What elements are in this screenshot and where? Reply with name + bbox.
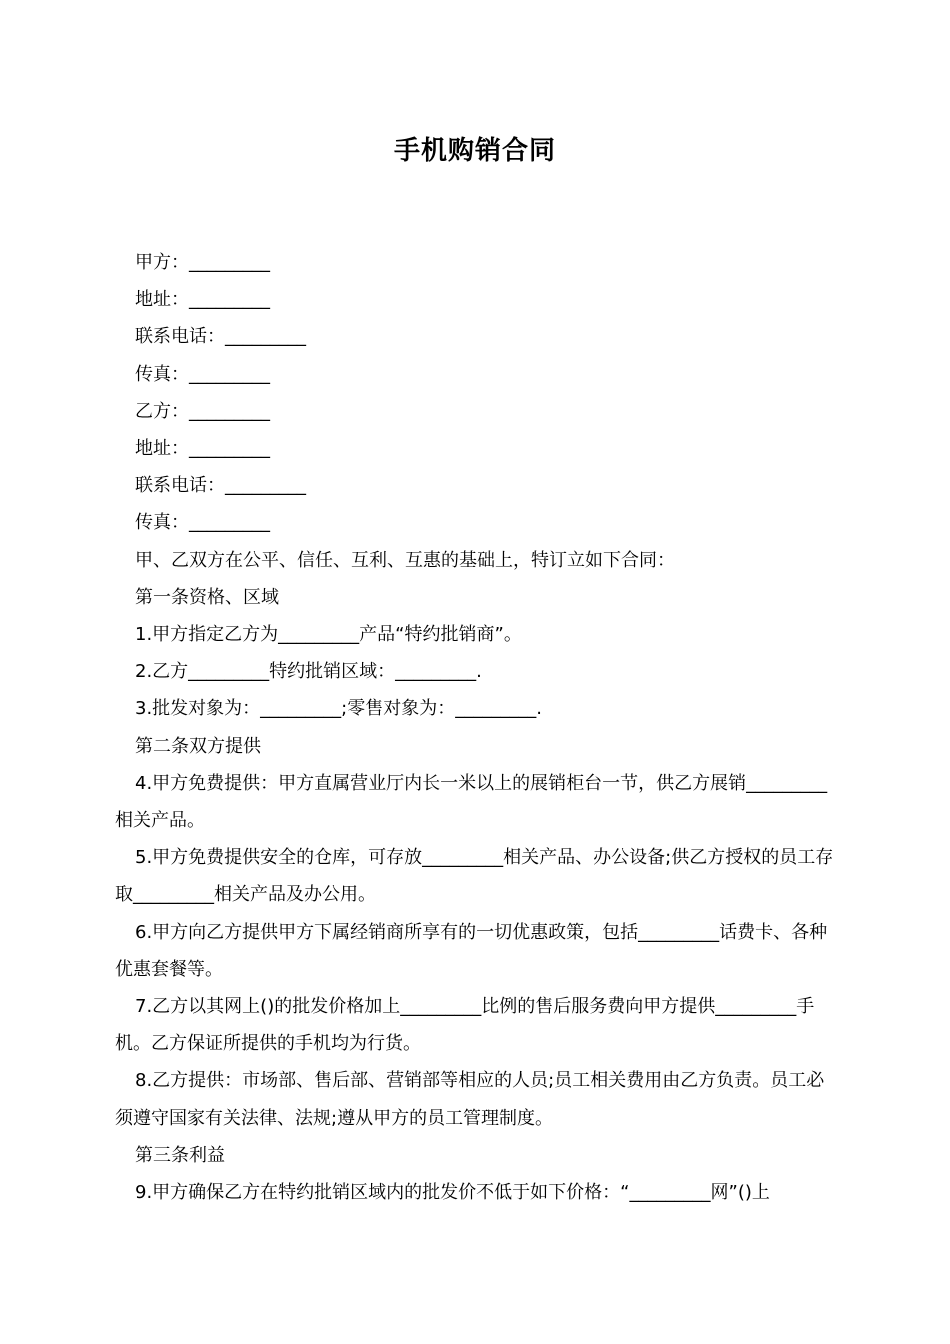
article-3-heading: 第三条利益 xyxy=(135,1144,225,1166)
party-b-name: 乙方：_________ xyxy=(135,400,270,422)
party-a-fax: 传真：_________ xyxy=(135,363,270,385)
clause-3: 3.批发对象为：_________;零售对象为：_________. xyxy=(135,698,542,720)
party-a-phone: 联系电话：_________ xyxy=(135,326,306,348)
article-1-heading: 第一条资格、区域 xyxy=(135,586,279,608)
clause-2: 2.乙方_________特约批销区域：_________. xyxy=(135,661,482,683)
clause-8: 8.乙方提供：市场部、售后部、营销部等相应的人员;员工相关费用由乙方负责。员工必须遵守国家有关法律、法规;遵从甲方的员工管理制度。 xyxy=(115,1070,825,1129)
party-a-name: 甲方：_________ xyxy=(135,252,270,273)
clause-7: 7.乙方以其网上()的批发价格加上_________比例的售后服务费向甲方提供_________手机。乙方保证所提供的手机均为行货。 xyxy=(115,996,815,1055)
party-b-fax: 传真：_________ xyxy=(135,512,270,534)
party-b-address: 地址：_________ xyxy=(135,438,270,460)
party-b-phone: 联系电话：_________ xyxy=(135,475,306,497)
clause-6: 6.甲方向乙方提供甲方下属经销商所享有的一切优惠政策，包括_________话费卡、各种优惠套餐等。 xyxy=(115,921,828,980)
clause-4: 4.甲方免费提供：甲方直属营业厅内长一米以上的展销柜台一节，供乙方展销_________相关产品。 xyxy=(115,772,828,832)
document-title: 手机购销合同 xyxy=(393,136,556,166)
article-2-heading: 第二条双方提供 xyxy=(135,735,261,757)
clause-9: 9.甲方确保乙方在特约批销区域内的批发价不低于如下价格：“_________网”()上 xyxy=(135,1182,770,1204)
clause-1: 1.甲方指定乙方为_________产品“特约批销商”。 xyxy=(135,624,522,646)
preamble: 甲、乙双方在公平、信任、互利、互惠的基础上，特订立如下合同： xyxy=(135,549,675,571)
contract-body xyxy=(115,244,837,1211)
clause-5: 5.甲方免费提供安全的仓库，可存放_________相关产品、办公设备;供乙方授权的员工存取_________相关产品及办公用。 xyxy=(115,847,834,906)
party-a-address: 地址：_________ xyxy=(135,289,270,311)
